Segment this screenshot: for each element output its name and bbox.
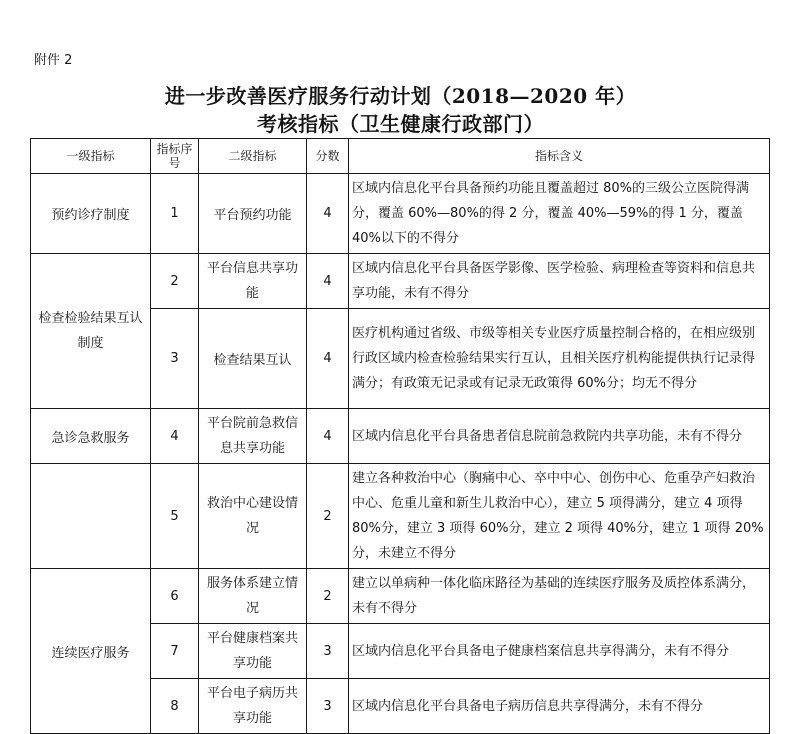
row-definition: 区域内信息化平台具备电子健康档案信息共享得满分，未有不得分 — [349, 624, 770, 679]
row-seq: 8 — [151, 679, 199, 734]
row-seq: 4 — [151, 409, 199, 464]
row-seq: 1 — [151, 174, 199, 254]
row-definition: 建立以单病种一体化临床路径为基础的连续医疗服务及质控体系满分，未有不得分 — [349, 569, 770, 624]
row-name: 检查结果互认 — [199, 309, 307, 409]
row-seq: 2 — [151, 254, 199, 309]
table-header-row — [31, 139, 770, 174]
table-row — [31, 174, 770, 254]
header-level2: 二级指标 — [199, 139, 307, 174]
row-seq: 7 — [151, 624, 199, 679]
row-definition: 建立各种救治中心（胸痛中心、卒中中心、创伤中心、危重孕产妇救治中心、危重儿童和新生儿救治中心），建立 5 项得满分，建立 4 项得 80%分，建立 3 项得 60%分，建立 2 项得 40%分，建立 1 项得 20%分，未建立不得分 — [349, 464, 770, 569]
row-score: 4 — [307, 174, 349, 254]
group-label: 预约诊疗制度 — [31, 174, 151, 254]
row-score: 3 — [307, 624, 349, 679]
document-subtitle: 考核指标（卫生健康行政部门） — [257, 112, 544, 136]
attachment-label: 附件 2 — [34, 53, 73, 68]
row-seq: 5 — [151, 464, 199, 569]
row-definition: 区域内信息化平台具备患者信息院前急救院内共享功能，未有不得分 — [349, 409, 770, 464]
table-row — [31, 254, 770, 309]
row-definition: 医疗机构通过省级、市级等相关专业医疗质量控制合格的，在相应级别行政区域内检查检验结果实行互认，且相关医疗机构能提供执行记录得满分；有政策无记录或有记录无政策得 60%分；均无不得分 — [349, 309, 770, 409]
row-definition: 区域内信息化平台具备电子病历信息共享得满分，未有不得分 — [349, 679, 770, 734]
row-name: 平台预约功能 — [199, 174, 307, 254]
row-score: 4 — [307, 309, 349, 409]
row-definition: 区域内信息化平台具备预约功能且覆盖超过 80%的三级公立医院得满分，覆盖 60%—80%的得 2 分，覆盖 40%—59%的得 1 分，覆盖 40%以下的不得分 — [349, 174, 770, 254]
row-seq: 3 — [151, 309, 199, 409]
row-name: 平台电子病历共享功能 — [199, 679, 307, 734]
row-name: 平台健康档案共享功能 — [199, 624, 307, 679]
group-label — [31, 464, 151, 569]
row-score: 2 — [307, 464, 349, 569]
group-label: 急诊急救服务 — [31, 409, 151, 464]
document-title: 进一步改善医疗服务行动计划（2018—2020 年） — [164, 84, 637, 108]
table-row — [31, 569, 770, 624]
row-name: 服务体系建立情况 — [199, 569, 307, 624]
row-name: 平台院前急救信息共享功能 — [199, 409, 307, 464]
header-score: 分数 — [307, 139, 349, 174]
group-label: 检查检验结果互认制度 — [31, 254, 151, 409]
indicator-table — [30, 138, 770, 734]
table-row — [31, 464, 770, 569]
row-definition: 区域内信息化平台具备医学影像、医学检验、病理检查等资料和信息共享功能，未有不得分 — [349, 254, 770, 309]
table-row — [31, 409, 770, 464]
group-label: 连续医疗服务 — [31, 569, 151, 734]
row-score: 2 — [307, 569, 349, 624]
row-score: 3 — [307, 679, 349, 734]
row-seq: 6 — [151, 569, 199, 624]
row-name: 救治中心建设情况 — [199, 464, 307, 569]
row-name: 平台信息共享功能 — [199, 254, 307, 309]
row-score: 4 — [307, 409, 349, 464]
row-score: 4 — [307, 254, 349, 309]
header-meaning: 指标含义 — [349, 139, 770, 174]
header-seq: 指标序号 — [151, 139, 199, 174]
header-level1: 一级指标 — [31, 139, 151, 174]
